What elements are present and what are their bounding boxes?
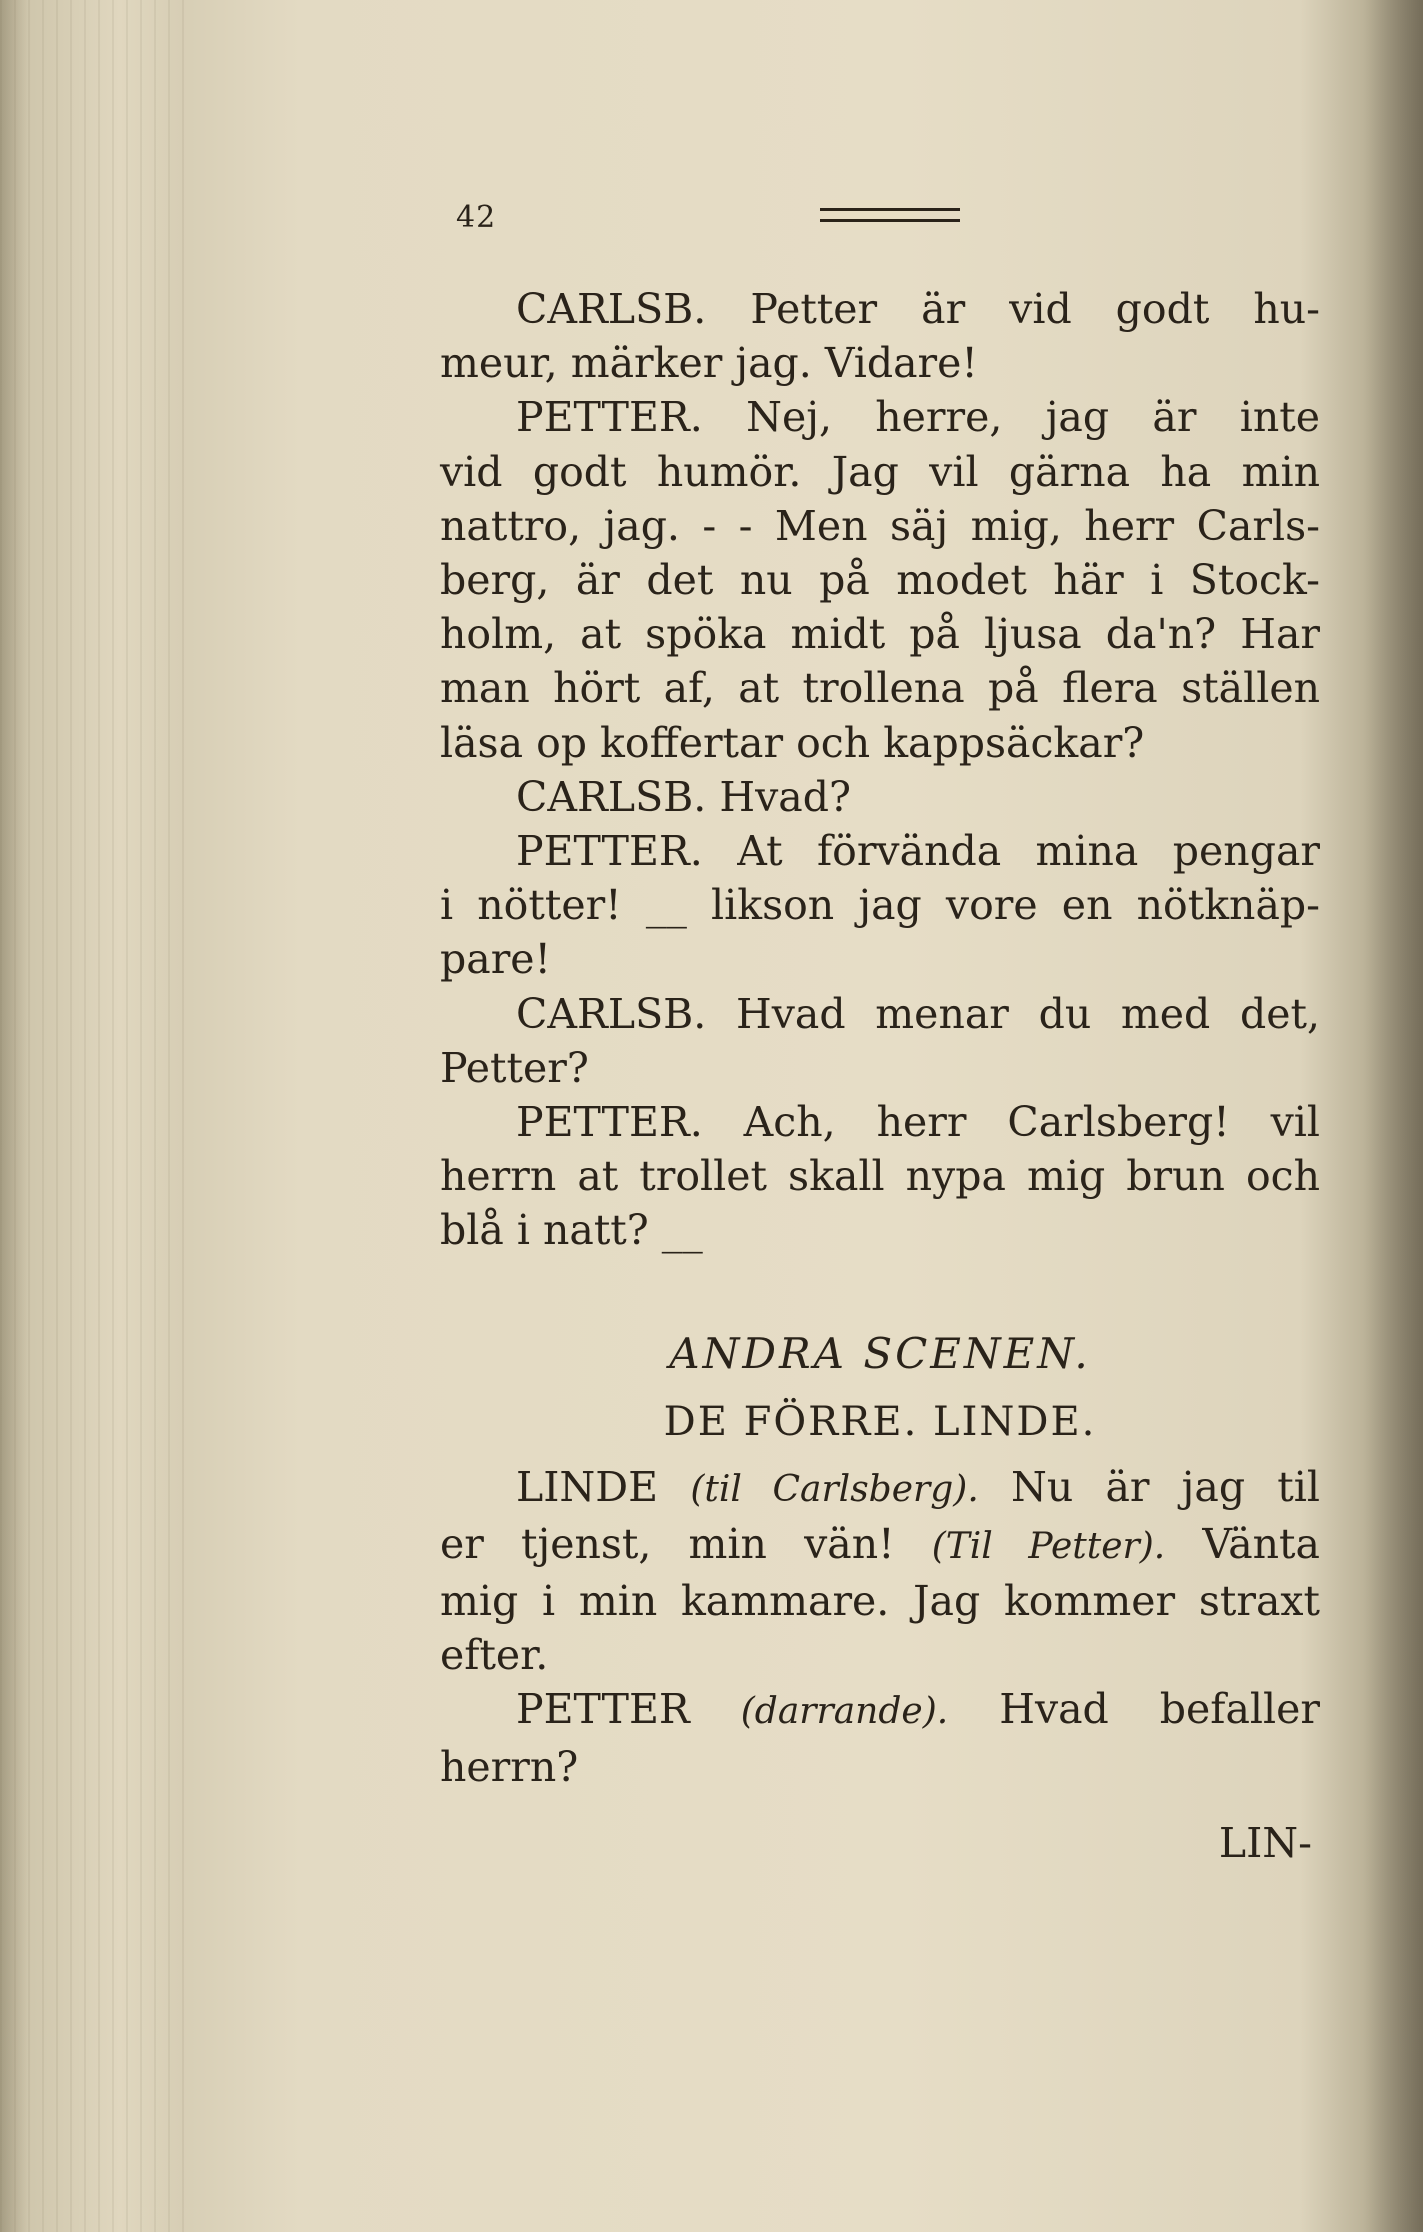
text-line: nattro, jag. - - Men säj mig, herr Carls- bbox=[440, 501, 1320, 550]
text-line bbox=[440, 1460, 1320, 1517]
text-line bbox=[440, 1682, 1320, 1739]
line-fragment: er tjenst, min vän! bbox=[440, 1519, 895, 1568]
text-line: blå i natt? __ bbox=[440, 1206, 703, 1255]
stage-direction: (Til Petter). bbox=[931, 1525, 1166, 1567]
header-rule bbox=[820, 208, 960, 222]
text-line: pare! bbox=[440, 935, 552, 984]
scene-heading: ANDRA SCENEN. bbox=[669, 1328, 1091, 1378]
text-line: mig i min kammare. Jag kommer straxt bbox=[440, 1577, 1320, 1626]
text-line: man hört af, at trollena på flera ställen bbox=[440, 664, 1320, 713]
line-fragment: Vänta bbox=[1202, 1519, 1320, 1568]
speaker-name: LINDE bbox=[516, 1462, 659, 1511]
speaker-name: PETTER bbox=[516, 1685, 690, 1734]
text-line: efter. bbox=[440, 1631, 549, 1680]
text-line: i nötter! __ likson jag vore en nötknäp- bbox=[440, 881, 1320, 930]
text-line: CARLSB. Hvad menar du med det, bbox=[516, 989, 1320, 1038]
catchword: LIN- bbox=[1218, 1818, 1312, 1867]
stage-direction: (til Carlsberg). bbox=[690, 1468, 979, 1510]
text-line: PETTER. At förvända mina pengar bbox=[516, 827, 1320, 876]
text-line: herrn? bbox=[440, 1742, 579, 1791]
text-line: Petter? bbox=[440, 1043, 589, 1092]
text-line: PETTER. Ach, herr Carlsberg! vil bbox=[516, 1098, 1320, 1147]
text-line: PETTER. Nej, herre, jag är inte bbox=[516, 393, 1320, 442]
line-fragment: Hvad befaller bbox=[999, 1685, 1320, 1734]
text-line: CARLSB. Hvad? bbox=[516, 772, 851, 821]
text-line: läsa op koffertar och kappsäckar? bbox=[440, 718, 1145, 767]
page-number: 42 bbox=[456, 200, 497, 235]
stage-direction: (darrande). bbox=[740, 1691, 949, 1733]
line-fragment: Nu är jag til bbox=[1010, 1462, 1320, 1511]
text-line: vid godt humör. Jag vil gärna ha min bbox=[440, 447, 1320, 496]
text-line: meur, märker jag. Vidare! bbox=[440, 339, 978, 388]
page-gutter bbox=[0, 0, 185, 2232]
page-edge-shadow bbox=[1363, 0, 1423, 2232]
scene-persons: DE FÖRRE. LINDE. bbox=[663, 1398, 1097, 1445]
text-line: herrn at trollet skall nypa mig brun och bbox=[440, 1152, 1320, 1201]
text-line: holm, at spöka midt på ljusa da'n? Har bbox=[440, 610, 1320, 659]
text-line: CARLSB. Petter är vid godt hu- bbox=[516, 285, 1320, 333]
text-block bbox=[440, 282, 1320, 1870]
text-line: berg, är det nu på modet här i Stock- bbox=[440, 556, 1320, 605]
text-line bbox=[440, 1517, 1320, 1574]
